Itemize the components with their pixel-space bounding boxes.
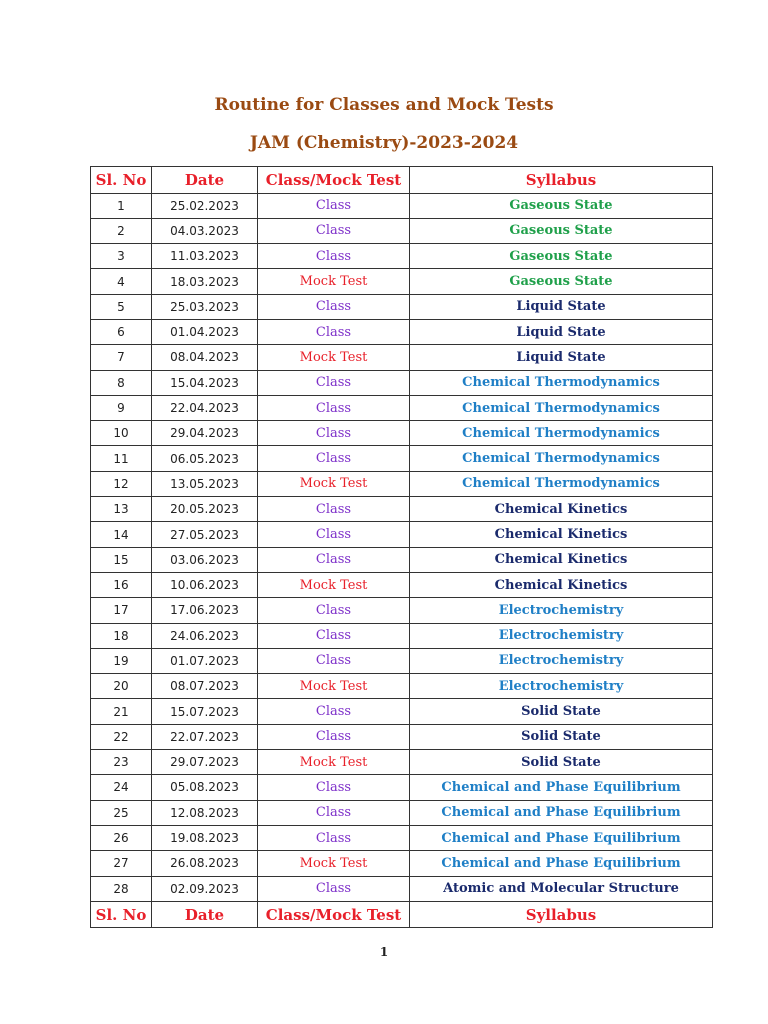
table-row bbox=[91, 800, 713, 825]
cell-class-mock-test: Class bbox=[258, 699, 410, 724]
cell-syllabus: Electrochemistry bbox=[410, 648, 713, 673]
cell-sl-no: 6 bbox=[91, 319, 152, 344]
table-footer-header-row bbox=[91, 901, 713, 928]
cell-syllabus: Gaseous State bbox=[410, 193, 713, 218]
cell-sl-no: 14 bbox=[91, 522, 152, 547]
cell-sl-no: 25 bbox=[91, 800, 152, 825]
cell-syllabus: Chemical Thermodynamics bbox=[410, 370, 713, 395]
cell-sl-no: 11 bbox=[91, 446, 152, 471]
cell-date: 03.06.2023 bbox=[152, 547, 258, 572]
cell-sl-no: 10 bbox=[91, 421, 152, 446]
cell-date: 04.03.2023 bbox=[152, 218, 258, 243]
table-row bbox=[91, 876, 713, 901]
cell-sl-no: 8 bbox=[91, 370, 152, 395]
table-row bbox=[91, 851, 713, 876]
header-syllabus: Syllabus bbox=[410, 167, 713, 194]
routine-table bbox=[90, 166, 713, 928]
cell-syllabus: Chemical and Phase Equilibrium bbox=[410, 775, 713, 800]
table-row bbox=[91, 395, 713, 420]
cell-class-mock-test: Class bbox=[258, 294, 410, 319]
cell-date: 08.04.2023 bbox=[152, 345, 258, 370]
cell-date: 01.04.2023 bbox=[152, 319, 258, 344]
cell-sl-no: 7 bbox=[91, 345, 152, 370]
cell-syllabus: Gaseous State bbox=[410, 218, 713, 243]
cell-syllabus: Chemical Kinetics bbox=[410, 547, 713, 572]
cell-sl-no: 21 bbox=[91, 699, 152, 724]
cell-class-mock-test: Class bbox=[258, 522, 410, 547]
cell-sl-no: 24 bbox=[91, 775, 152, 800]
cell-date: 19.08.2023 bbox=[152, 825, 258, 850]
table-row bbox=[91, 370, 713, 395]
cell-syllabus: Electrochemistry bbox=[410, 674, 713, 699]
table-row bbox=[91, 319, 713, 344]
header-sl-no: Sl. No bbox=[91, 167, 152, 194]
cell-sl-no: 19 bbox=[91, 648, 152, 673]
document-title: Routine for Classes and Mock Tests bbox=[214, 95, 554, 115]
page-number: 1 bbox=[379, 945, 389, 959]
cell-syllabus: Solid State bbox=[410, 750, 713, 775]
cell-class-mock-test: Class bbox=[258, 193, 410, 218]
cell-syllabus: Atomic and Molecular Structure bbox=[410, 876, 713, 901]
cell-syllabus: Chemical Thermodynamics bbox=[410, 395, 713, 420]
cell-syllabus: Chemical Kinetics bbox=[410, 572, 713, 597]
cell-syllabus: Chemical Thermodynamics bbox=[410, 421, 713, 446]
cell-syllabus: Electrochemistry bbox=[410, 623, 713, 648]
cell-syllabus: Chemical Kinetics bbox=[410, 497, 713, 522]
cell-date: 05.08.2023 bbox=[152, 775, 258, 800]
cell-date: 10.06.2023 bbox=[152, 572, 258, 597]
footer-header-date: Date bbox=[152, 901, 258, 928]
cell-date: 20.05.2023 bbox=[152, 497, 258, 522]
cell-date: 17.06.2023 bbox=[152, 598, 258, 623]
cell-class-mock-test: Class bbox=[258, 876, 410, 901]
cell-class-mock-test: Class bbox=[258, 395, 410, 420]
cell-syllabus: Gaseous State bbox=[410, 244, 713, 269]
cell-syllabus: Solid State bbox=[410, 724, 713, 749]
cell-class-mock-test: Class bbox=[258, 218, 410, 243]
cell-sl-no: 26 bbox=[91, 825, 152, 850]
cell-class-mock-test: Mock Test bbox=[258, 851, 410, 876]
table-row bbox=[91, 547, 713, 572]
cell-date: 22.04.2023 bbox=[152, 395, 258, 420]
table-row bbox=[91, 572, 713, 597]
cell-sl-no: 16 bbox=[91, 572, 152, 597]
cell-syllabus: Chemical Thermodynamics bbox=[410, 446, 713, 471]
header-date: Date bbox=[152, 167, 258, 194]
cell-sl-no: 20 bbox=[91, 674, 152, 699]
cell-class-mock-test: Mock Test bbox=[258, 572, 410, 597]
cell-class-mock-test: Mock Test bbox=[258, 674, 410, 699]
cell-sl-no: 28 bbox=[91, 876, 152, 901]
cell-class-mock-test: Class bbox=[258, 825, 410, 850]
cell-sl-no: 4 bbox=[91, 269, 152, 294]
table-row bbox=[91, 269, 713, 294]
cell-date: 24.06.2023 bbox=[152, 623, 258, 648]
cell-class-mock-test: Mock Test bbox=[258, 750, 410, 775]
cell-syllabus: Liquid State bbox=[410, 294, 713, 319]
table-row bbox=[91, 825, 713, 850]
cell-syllabus: Chemical Kinetics bbox=[410, 522, 713, 547]
cell-class-mock-test: Class bbox=[258, 800, 410, 825]
cell-date: 08.07.2023 bbox=[152, 674, 258, 699]
cell-sl-no: 5 bbox=[91, 294, 152, 319]
header-class-mock-test: Class/Mock Test bbox=[258, 167, 410, 194]
cell-syllabus: Chemical and Phase Equilibrium bbox=[410, 825, 713, 850]
cell-syllabus: Chemical and Phase Equilibrium bbox=[410, 800, 713, 825]
table-row bbox=[91, 724, 713, 749]
table-row bbox=[91, 750, 713, 775]
cell-sl-no: 13 bbox=[91, 497, 152, 522]
cell-sl-no: 3 bbox=[91, 244, 152, 269]
table-row bbox=[91, 648, 713, 673]
cell-class-mock-test: Class bbox=[258, 319, 410, 344]
cell-class-mock-test: Mock Test bbox=[258, 345, 410, 370]
cell-class-mock-test: Class bbox=[258, 598, 410, 623]
table-row bbox=[91, 699, 713, 724]
footer-header-syllabus: Syllabus bbox=[410, 901, 713, 928]
cell-date: 13.05.2023 bbox=[152, 471, 258, 496]
cell-date: 22.07.2023 bbox=[152, 724, 258, 749]
cell-date: 25.03.2023 bbox=[152, 294, 258, 319]
cell-sl-no: 17 bbox=[91, 598, 152, 623]
cell-syllabus: Gaseous State bbox=[410, 269, 713, 294]
cell-date: 18.03.2023 bbox=[152, 269, 258, 294]
cell-date: 02.09.2023 bbox=[152, 876, 258, 901]
table-row bbox=[91, 345, 713, 370]
cell-sl-no: 9 bbox=[91, 395, 152, 420]
cell-class-mock-test: Class bbox=[258, 497, 410, 522]
cell-sl-no: 1 bbox=[91, 193, 152, 218]
table-row bbox=[91, 244, 713, 269]
cell-syllabus: Solid State bbox=[410, 699, 713, 724]
cell-sl-no: 15 bbox=[91, 547, 152, 572]
table-row bbox=[91, 218, 713, 243]
table-row bbox=[91, 623, 713, 648]
cell-class-mock-test: Class bbox=[258, 244, 410, 269]
cell-class-mock-test: Class bbox=[258, 421, 410, 446]
cell-date: 12.08.2023 bbox=[152, 800, 258, 825]
cell-class-mock-test: Class bbox=[258, 446, 410, 471]
cell-date: 11.03.2023 bbox=[152, 244, 258, 269]
table-row bbox=[91, 497, 713, 522]
table-row bbox=[91, 598, 713, 623]
cell-date: 29.07.2023 bbox=[152, 750, 258, 775]
table-row bbox=[91, 471, 713, 496]
cell-date: 15.04.2023 bbox=[152, 370, 258, 395]
footer-header-class-mock-test: Class/Mock Test bbox=[258, 901, 410, 928]
cell-class-mock-test: Class bbox=[258, 648, 410, 673]
table-row bbox=[91, 775, 713, 800]
cell-sl-no: 12 bbox=[91, 471, 152, 496]
table-row bbox=[91, 193, 713, 218]
cell-syllabus: Liquid State bbox=[410, 345, 713, 370]
cell-sl-no: 22 bbox=[91, 724, 152, 749]
cell-class-mock-test: Class bbox=[258, 724, 410, 749]
cell-sl-no: 23 bbox=[91, 750, 152, 775]
cell-sl-no: 18 bbox=[91, 623, 152, 648]
footer-header-sl-no: Sl. No bbox=[91, 901, 152, 928]
cell-class-mock-test: Class bbox=[258, 370, 410, 395]
cell-syllabus: Liquid State bbox=[410, 319, 713, 344]
table-row bbox=[91, 421, 713, 446]
cell-class-mock-test: Class bbox=[258, 547, 410, 572]
cell-date: 15.07.2023 bbox=[152, 699, 258, 724]
cell-syllabus: Electrochemistry bbox=[410, 598, 713, 623]
table-body bbox=[91, 193, 713, 901]
cell-syllabus: Chemical Thermodynamics bbox=[410, 471, 713, 496]
cell-class-mock-test: Mock Test bbox=[258, 471, 410, 496]
cell-sl-no: 27 bbox=[91, 851, 152, 876]
cell-sl-no: 2 bbox=[91, 218, 152, 243]
cell-date: 26.08.2023 bbox=[152, 851, 258, 876]
table-row bbox=[91, 522, 713, 547]
cell-date: 06.05.2023 bbox=[152, 446, 258, 471]
table-header-row bbox=[91, 167, 713, 194]
cell-date: 29.04.2023 bbox=[152, 421, 258, 446]
cell-class-mock-test: Mock Test bbox=[258, 269, 410, 294]
cell-class-mock-test: Class bbox=[258, 775, 410, 800]
cell-date: 01.07.2023 bbox=[152, 648, 258, 673]
table-row bbox=[91, 674, 713, 699]
cell-date: 25.02.2023 bbox=[152, 193, 258, 218]
table-row bbox=[91, 446, 713, 471]
table-row bbox=[91, 294, 713, 319]
cell-syllabus: Chemical and Phase Equilibrium bbox=[410, 851, 713, 876]
cell-class-mock-test: Class bbox=[258, 623, 410, 648]
document-subtitle: JAM (Chemistry)-2023-2024 bbox=[249, 133, 519, 153]
cell-date: 27.05.2023 bbox=[152, 522, 258, 547]
